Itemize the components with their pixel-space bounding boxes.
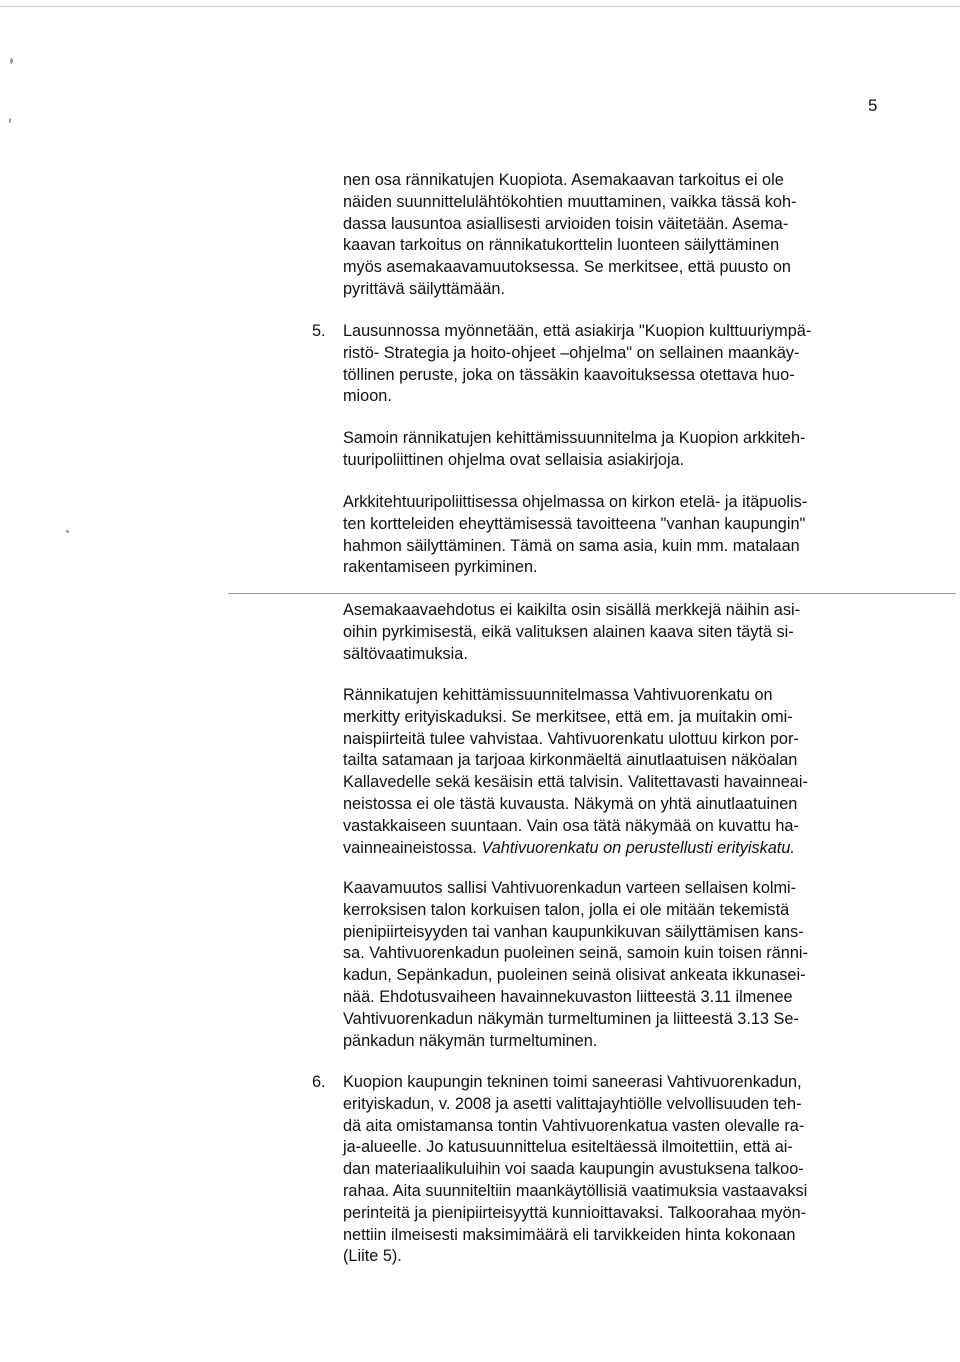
text-line: rakentamiseen pyrkiminen. [343, 558, 538, 577]
text-line: hahmon säilyttäminen. Tämä on sama asia, kuin mm. matalaan [343, 536, 800, 555]
text-line: tuuripoliittinen ohjelma ovat sellaisia asiakirjoja. [343, 450, 685, 469]
text-line: perinteitä ja pienipiirteisyyttä kunnioittavaksi. Talkoorahaa myön- [343, 1203, 807, 1222]
text-line: dä aita omistamansa tontin Vahtivuorenkatua vasten olevalle ra- [343, 1116, 805, 1135]
text-line: Rännikatujen kehittämissuunnitelmassa Vahtivuorenkatu on [343, 686, 773, 704]
text-line: kerroksisen talon korkuisen talon, jolla ei ole mitään tekemistä [343, 900, 790, 919]
text-line: myös asemakaavamuutoksessa. Se merkitsee, että puusto on [343, 258, 791, 277]
text-line: kadun, Sepänkadun, puoleinen seinä olisivat ankeata ikkunasei- [343, 966, 806, 985]
text-line: nettiin ilmeisesti maksimimäärä eli tarvikkeiden hinta kokonaan [343, 1225, 796, 1244]
scan-speck [10, 58, 13, 64]
text-line: ristö- Strategia ja hoito-ohjeet –ohjelma" on sellainen maankäy- [343, 343, 800, 362]
text-line: pienipiirteisyyden tai vanhan kaupunkikuvan säilyttämisen kans- [343, 922, 804, 941]
text-line: kaavan tarkoitus on rännikatukorttelin luonteen säilyttäminen [343, 236, 780, 255]
item-number-5: 5. [312, 322, 326, 340]
text-line: Kaavamuutos sallisi Vahtivuorenkadun varteen sellaisen kolmi- [343, 879, 797, 897]
text-line: dassa lausuntoa asiallisesti arvioiden toisin väitetään. Asema- [343, 214, 789, 233]
text-line: dan materiaalikuluihin voi saada kaupungin avustuksena talkoo- [343, 1160, 804, 1179]
text-line: Arkkitehtuuripoliittisessa ohjelmassa on kirkon etelä- ja itäpuolis- [343, 493, 808, 511]
paragraph-item-6 [343, 1072, 888, 1268]
scan-speck [66, 530, 69, 533]
text-line: ten kortteleiden eheyttämisessä tavoitteena "vanhan kaupungin" [343, 514, 806, 533]
text-line: töllinen peruste, joka on tässäkin kaavoituksessa otettava huo- [343, 365, 795, 384]
text-line: neistossa ei ole tästä kuvausta. Näkymä on yhtä ainutlaatuinen [343, 794, 798, 813]
text-line: Asemakaavaehdotus ei kaikilta osin sisällä merkkejä näihin asi- [343, 601, 801, 619]
text-line: Kuopion kaupungin tekninen toimi saneerasi Vahtivuorenkadun, [343, 1073, 802, 1091]
text-line: Kallavedelle sekä kesäisin että talvisin. Valitettavasti havainneai- [343, 773, 808, 792]
text-line: oihin pyrkimisestä, eikä valituksen alainen kaava siten täytä si- [343, 622, 794, 641]
page-top-edge [0, 6, 960, 7]
text-line: mioon. [343, 387, 392, 406]
text-line: (Liite 5). [343, 1247, 402, 1266]
text-line: naispiirteitä tulee vahvistaa. Vahtivuorenkatu ulottuu kirkon por- [343, 729, 799, 748]
text-line: nen osa rännikatujen Kuopiota. Asemakaavan tarkoitus ei ole [343, 171, 784, 189]
text-line: merkitty erityiskaduksi. Se merkitsee, että em. ja muitakin omi- [343, 707, 793, 726]
text-line: sältövaatimuksia. [343, 644, 468, 663]
paragraph-samoin [343, 428, 888, 472]
paragraph-continuation [343, 170, 888, 301]
text-line: Samoin rännikatujen kehittämissuunnitelma ja Kuopion arkkiteh- [343, 429, 806, 447]
text-line [343, 838, 888, 860]
horizontal-rule [228, 593, 956, 594]
paragraph-rannikatujen [343, 685, 888, 859]
page-number: 5 [868, 96, 878, 115]
text-line: pyrittävä säilyttämään. [343, 279, 505, 298]
text-line: vastakkaiseen suuntaan. Vain osa tätä näkymää on kuvattu ha- [343, 816, 799, 835]
text-line: nää. Ehdotusvaiheen havainnekuvaston liitteestä 3.11 ilmenee [343, 987, 793, 1006]
text-line: rahaa. Aita suunniteltiin maankäytöllisiä vaatimuksia vastaavaksi [343, 1181, 808, 1200]
text-italic-emphasis: Vahtivuorenkatu on perustellusti erityiskatu. [481, 838, 795, 857]
paragraph-arkkitehtuuri [343, 492, 888, 579]
text-line: näiden suunnittelulähtökohtien muuttaminen, vaikka tässä koh- [343, 192, 797, 211]
text-line: ja-alueelle. Jo katusuunnittelua esiteltäessä ilmoitettiin, että ai- [343, 1138, 793, 1157]
item-number-6: 6. [312, 1073, 326, 1091]
paragraph-asemakaavaehdotus [343, 600, 888, 665]
text-line: sa. Vahtivuorenkadun puoleinen seinä, samoin kuin toisen ränni- [343, 944, 808, 963]
text-line: pänkadun näkymän turmeltuminen. [343, 1031, 598, 1050]
text-line: tailta satamaan ja tarjoaa kirkonmäeltä ainutlaatuisen näköalan [343, 751, 798, 770]
text-plain: vainneaineistossa. [343, 838, 482, 857]
scan-speck [9, 118, 11, 123]
paragraph-item-5 [343, 321, 888, 408]
text-line: erityiskadun, v. 2008 ja asetti valittajayhtiölle velvollisuuden teh- [343, 1094, 802, 1113]
text-line: Lausunnossa myönnetään, että asiakirja "Kuopion kulttuuriympä- [343, 322, 812, 340]
text-line: Vahtivuorenkadun näkymän turmeltuminen ja liitteestä 3.13 Se- [343, 1009, 799, 1028]
paragraph-kaavamuutos [343, 878, 888, 1052]
